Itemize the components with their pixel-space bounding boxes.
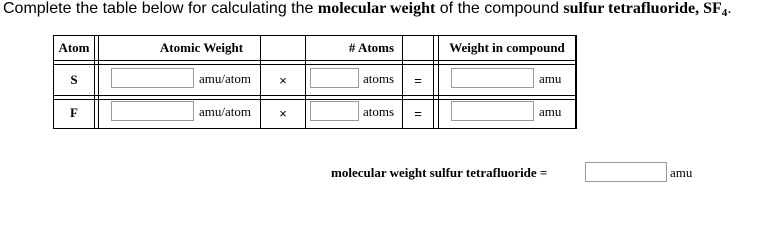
instruction-bold-compound: sulfur tetrafluoride — [563, 0, 696, 17]
molecular-weight-unit: amu — [670, 165, 693, 180]
header-num-atoms: # Atoms — [348, 40, 395, 55]
instructions — [3, 0, 732, 19]
equals-sign-s: = — [414, 73, 422, 88]
weight-unit-s: amu — [539, 71, 562, 86]
atom-count-input-s[interactable] — [310, 68, 359, 88]
atomic-weight-unit-f: amu/atom — [199, 104, 251, 119]
divider — [54, 95, 575, 96]
times-sign-s: × — [279, 73, 287, 88]
divider — [54, 99, 575, 100]
weight-input-f[interactable] — [451, 101, 534, 121]
atomic-weight-input-s[interactable] — [111, 68, 194, 88]
divider — [54, 64, 575, 65]
instruction-bold-molecular-weight: molecular weight — [317, 0, 436, 17]
weight-input-s[interactable] — [451, 68, 534, 88]
atomic-weight-input-f[interactable] — [111, 101, 194, 121]
instruction-prefix: Complete the table below for calculating the — [3, 0, 318, 17]
atom-label-f: F — [70, 105, 78, 120]
atom-count-unit-s: atoms — [363, 71, 395, 86]
instruction-suffix: . — [727, 0, 732, 17]
divider — [54, 60, 575, 61]
molecular-weight-input[interactable] — [585, 162, 667, 182]
equals-sign-f: = — [414, 106, 422, 121]
atom-label-s: S — [70, 72, 78, 87]
divider — [94, 36, 95, 128]
molecular-weight-label: molecular weight sulfur tetrafluoride = — [331, 165, 548, 180]
calculation-table — [53, 35, 577, 129]
times-sign-f: × — [279, 106, 287, 121]
atom-count-unit-f: atoms — [363, 104, 395, 119]
header-atom: Atom — [58, 40, 90, 55]
weight-unit-f: amu — [539, 104, 562, 119]
instruction-middle: of the compound — [435, 0, 564, 17]
header-atomic-weight: Atomic Weight — [159, 40, 244, 55]
atom-count-input-f[interactable] — [310, 101, 359, 121]
atomic-weight-unit-s: amu/atom — [199, 71, 251, 86]
instruction-formula: , $SF_4$ — [695, 0, 728, 19]
header-weight-in-compound: Weight in compound — [449, 40, 565, 55]
